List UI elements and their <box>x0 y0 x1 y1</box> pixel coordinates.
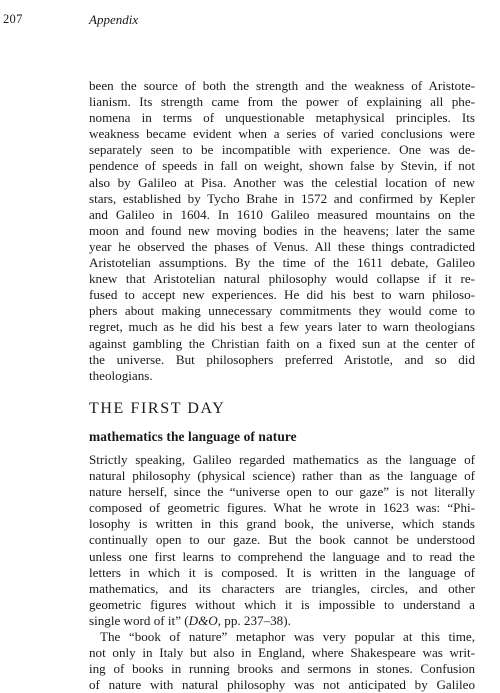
text-line: fused to accept new experiences. He did his best to warn philoso- <box>89 287 475 303</box>
running-head: Appendix <box>89 12 139 27</box>
text-line: ing of books in running brooks and sermons in stones. Confusion <box>89 661 475 677</box>
text-line: losophy is written in this grand book, the universe, which stands <box>89 516 475 532</box>
text-line: separately seen to be incompatible with experience. One was de- <box>89 142 475 158</box>
text-line: and Galileo in 1604. In 1610 Galileo measured mountains on the <box>89 206 475 222</box>
text-line: regret, much as he did his best a few years later to warn theologians <box>89 319 475 335</box>
text-line: of nature with natural philosophy was not anticipated by Galileo <box>89 677 475 693</box>
subheading: mathematics the language of nature <box>89 429 297 444</box>
paragraph-aristotelianism <box>89 78 475 384</box>
text-line: unless one first learns to comprehend the language and to read the <box>89 548 475 564</box>
text-line: Aristotelian assumptions. By the time of the 1611 debate, Galileo <box>89 255 475 271</box>
text-line: knew that Aristotelian natural philosophy would collapse if it re- <box>89 271 475 287</box>
text-line: nature herself, since the “universe open to our gaze” is not literally <box>89 484 475 500</box>
text-line: not only in Italy but also in England, where Shakespeare was writ- <box>89 645 475 661</box>
text-line: phers about making unnecessary commitments they would come to <box>89 303 475 319</box>
text-line: Strictly speaking, Galileo regarded mathematics as the language of <box>89 452 475 467</box>
text-line: letters in which it is composed. It is written in the language of <box>89 564 475 580</box>
text-line: The “book of nature” metaphor was very popular at this time, <box>100 629 475 645</box>
citation-prefix: single word of it” ( <box>89 612 189 628</box>
text-line: also by Galileo at Pisa. Another was the celestial location of new <box>89 174 475 190</box>
page-number: 207 <box>3 12 23 26</box>
text-line: composed of geometric figures. What he wrote in 1623 was: “Phi- <box>89 500 475 516</box>
text-line: the universe. But philosophers preferred Aristotle, and so did <box>89 351 475 367</box>
section-heading: THE FIRST DAY <box>89 400 226 417</box>
citation-source: D&O, <box>188 612 222 628</box>
text-line: year he observed the phases of Venus. All these things contradicted <box>89 238 475 254</box>
text-line: been the source of both the strength and the weakness of Aristote- <box>89 78 475 93</box>
text-line: lianism. Its strength came from the power of explaining all phe- <box>89 94 475 110</box>
text-line: mathematics, and its characters are triangles, circles, and other <box>89 580 475 596</box>
text-line: moon and found new moving bodies in the heavens; later the same <box>89 222 475 238</box>
page-header <box>0 12 500 32</box>
text-line: theologians. <box>89 367 153 383</box>
text-line: continually open to our gaze. But the book cannot be understood <box>89 532 475 548</box>
text-line: against gambling the Christian faith on a fixed sun at the center of <box>89 335 475 351</box>
text-line: weakness became evident when a series of varied conclusions were <box>89 126 475 142</box>
citation-line <box>89 613 475 629</box>
text-line: geometric figures without which it is impossible to understand a <box>89 596 475 612</box>
text-line: natural philosophy (physical science) rather than as the language of <box>89 468 475 484</box>
text-line: stars, established by Tycho Brahe in 1572 and confirmed by Kepler <box>89 190 475 206</box>
text-line: nomena in terms of unquestionable metaphysical principles. Its <box>89 110 475 126</box>
citation-suffix: pp. 237–38). <box>221 612 291 628</box>
text-line: pendence of speeds in fall on weight, shown false by Stevin, if not <box>89 158 475 174</box>
